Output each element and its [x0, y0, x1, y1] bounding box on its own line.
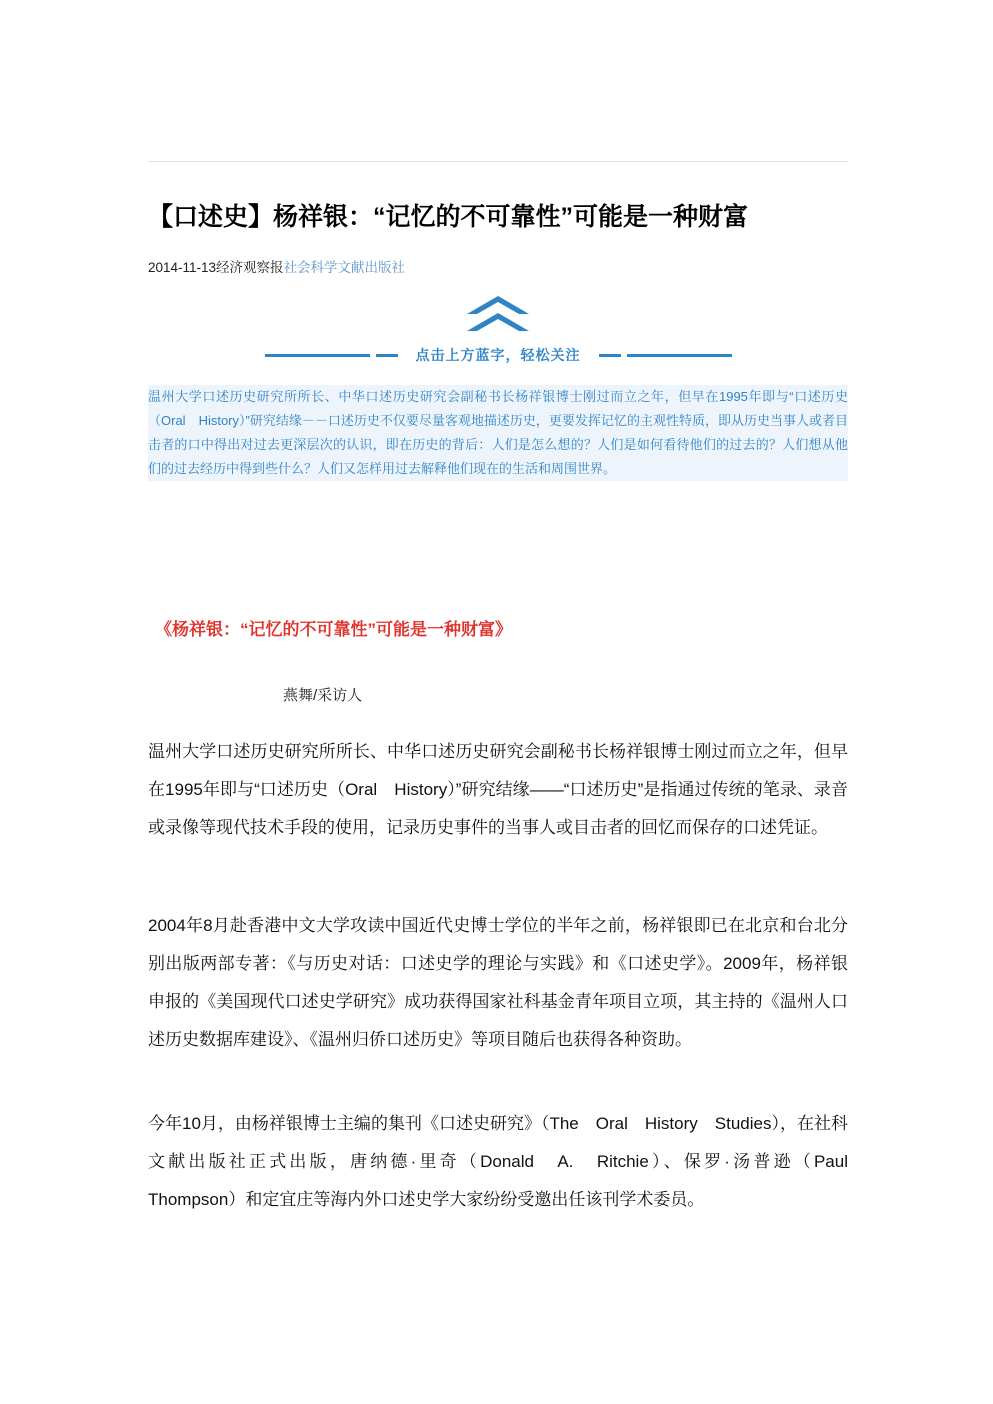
byline: 燕舞/采访人: [283, 687, 363, 704]
banner-rule-right: [627, 354, 732, 357]
article-meta: [148, 258, 405, 278]
meta-publisher-link[interactable]: 社会科学文献出版社: [283, 260, 406, 275]
article-abstract: 温州大学口述历史研究所所长、中华口述历史研究会副秘书长杨祥银博士刚过而立之年，但早在1995年即与“口述历史（Oral History）”研究结缘－－口述历史不仅要尽量客观地描述历史，更要发挥记忆的主观性特质，即从历史当事人或者目击者的口中得出对过去更深层次的认识，即在历史的背后：人们是怎么想的？人们是如何看待他们的过去的？人们想从他们的过去经历中得到些什么？人们又怎样用过去解释他们现在的生活和周围世界。: [148, 385, 848, 481]
top-divider: [148, 161, 848, 162]
body-paragraph: 2004年8月赴香港中文大学攻读中国近代史博士学位的半年之前，杨祥银即已在北京和台北分别出版两部专著：《与历史对话：口述史学的理论与实践》和《口述史学》。2009年，杨祥银申报的《美国现代口述史学研究》成功获得国家社科基金青年项目立项，其主持的《温州人口述历史数据库建设》、《温州归侨口述历史》等项目随后也获得各种资助。: [148, 916, 848, 1049]
meta-date-source: 2014-11-13经济观察报: [148, 260, 284, 275]
double-chevron-up-icon: [463, 294, 533, 342]
banner-rule-left: [265, 354, 370, 357]
banner-dash-left: [376, 354, 398, 357]
body-paragraph: 今年10月，由杨祥银博士主编的集刊《口述史研究》（The Oral History Studies），在社科文献出版社正式出版，唐纳德·里奇（Donald A. Ritchie）、保罗·汤普逊（Paul Thompson）和定宜庄等海内外口述史学大家纷纷受邀出任该刊学术委员。: [148, 1114, 865, 1209]
body-paragraph: 温州大学口述历史研究所所长、中华口述历史研究会副秘书长杨祥银博士刚过而立之年，但早在1995年即与“口述历史（Oral History）”研究结缘——“口述历史”是指通过传统的笔录、录音或录像等现代技术手段的使用，记录历史事件的当事人或目击者的回忆而保存的口述凭证。: [148, 742, 848, 837]
banner-text: 点击上方蓝字，轻松关注: [415, 347, 581, 363]
section-heading: 《杨祥银：“记忆的不可靠性”可能是一种财富》: [155, 620, 512, 639]
banner-rule-row: [148, 345, 848, 365]
page-title: 【口述史】杨祥银：“记忆的不可靠性”可能是一种财富: [148, 202, 749, 231]
follow-banner: [148, 290, 848, 380]
banner-dash-right: [599, 354, 621, 357]
